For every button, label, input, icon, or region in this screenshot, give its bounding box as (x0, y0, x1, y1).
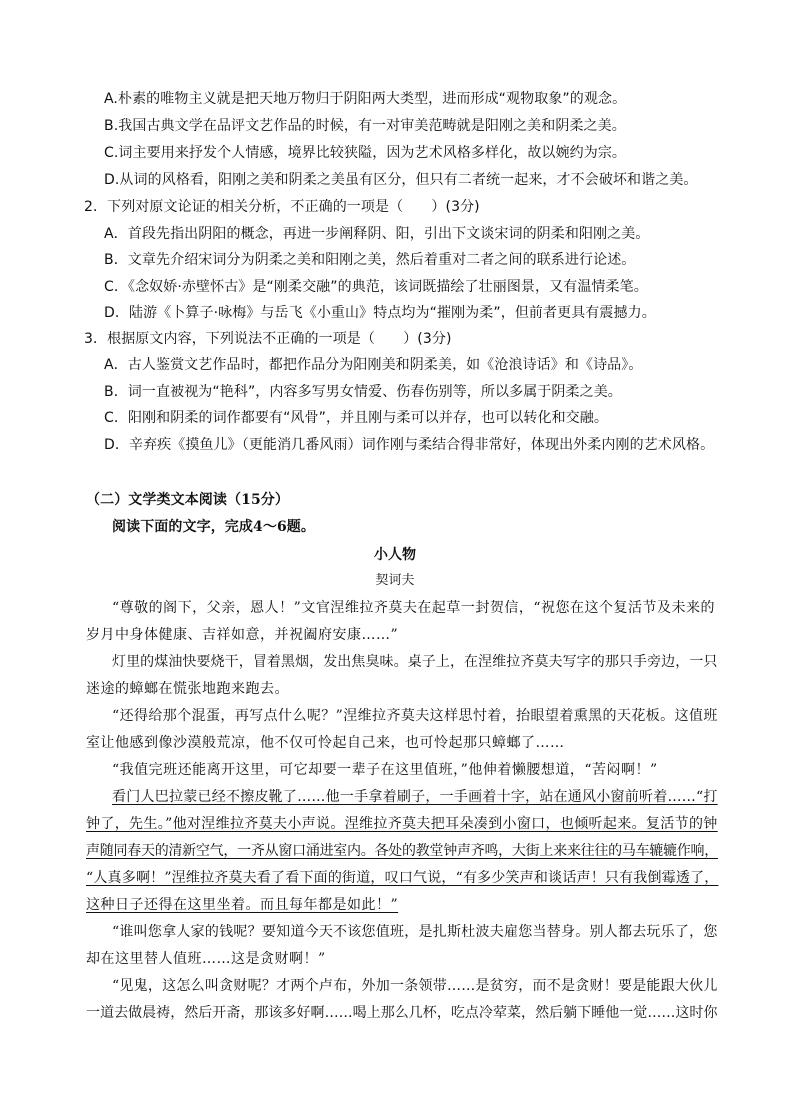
q2-option-b: B．文章先介绍宋词分为阴柔之美和阳刚之美，然后着重对二者之间的联系进行论述。 (104, 252, 636, 268)
story-line: “见鬼，这怎么叫贪财呢？才两个卢布，外加一条领带……是贫穷，而不是贪财！要是能跟大伙儿 (112, 978, 718, 994)
q2-option-c: C．《念奴娇·赤壁怀古》是“刚柔交融”的典范，该词既描绘了壮丽图景，又有温情柔笔。 (104, 279, 648, 295)
q3-option-a: A．古人鉴赏文艺作品时，都把作品分为阳刚美和阴柔美，如《沧浪诗话》和《诗品》。 (104, 357, 643, 373)
story-line: 迷途的蟑螂在慌张地跑来跑去。 (86, 681, 289, 697)
section-heading: （二）文学类文本阅读（15分） (86, 492, 289, 508)
story-title: 小人物 (373, 547, 417, 563)
q3-option-b: B．词一直被视为“艳科”，内容多写男女情爱、伤春伤别等，所以多属于阴柔之美。 (104, 384, 622, 400)
q2-option-d: D．陆游《卜算子·咏梅》与岳飞《小重山》特点均为“摧刚为柔”，但前者更具有震撼力。 (104, 305, 656, 321)
q2-option-a: A．首段先指出阴阳的概念，再进一步阐释阴、阳，引出下文谈宋词的阴柔和阳刚之美。 (104, 226, 650, 242)
story-line: 室让他感到像沙漠般荒凉，他不仅可怜起自己来，也可怜起那只蟑螂了…… (86, 735, 565, 751)
q3-option-c: C．阳刚和阴柔的词作都要有“风骨”，并且刚与柔可以并存，也可以转化和交融。 (104, 410, 608, 426)
story-line: 岁月中身体健康、吉祥如意，并祝阖府安康……” (86, 627, 399, 643)
story-line: 灯里的煤油快要烧干，冒着黑烟，发出焦臭味。桌子上，在涅维拉齐莫夫写字的那只手旁边，一只 (112, 654, 718, 670)
q3-stem: 3．根据原文内容，下列说法不正确的一项是（ ）(3分) (84, 331, 452, 347)
q3-option-d: D．辛弃疾《摸鱼儿》（更能消几番风雨）词作刚与柔结合得非常好，体现出外柔内刚的艺术风格。 (104, 437, 715, 453)
section-instruction: 阅读下面的文字，完成4～6题。 (112, 519, 315, 535)
story-line-underlined: 这种日子还得在这里坐着。而且每年都是如此！” (86, 897, 399, 913)
story-line-underlined: 声随同春天的清新空气，一齐从窗口涌进室内。各处的教堂钟声齐鸣，大街上来来往往的马车辘辘作响， (86, 843, 718, 859)
q1-option-c: C.词主要用来抒发个人情感，境界比较狭隘，因为艺术风格多样化，故以婉约为宗。 (104, 145, 627, 161)
story-line: 却在这里替人值班……这是贪财啊！” (86, 951, 326, 967)
q2-stem: 2．下列对原文论证的相关分析，不正确的一项是（ ）(3分) (84, 199, 480, 215)
story-line-underlined: 钟了，先生。”他对涅维拉齐莫夫小声说。涅维拉齐莫夫把耳朵凑到小窗口，也倾听起来。复活节的钟 (86, 816, 718, 832)
story-line-underlined: “人真多啊！”涅维拉齐莫夫看了看下面的街道，叹口气说，“有多少笑声和谈话声！只有我倒霉透了， (86, 870, 719, 886)
q1-option-d: D.从词的风格看，阳刚之美和阴柔之美虽有区分，但只有二者统一起来，才不会破坏和谐之美。 (104, 172, 698, 188)
story-line: “我值完班还能离开这里，可它却要一辈子在这里值班，”他伸着懒腰想道，“苦闷啊！” (112, 762, 658, 778)
story-author: 契诃夫 (375, 573, 415, 588)
story-line-underlined: 看门人巴拉蒙已经不擦皮靴了……他一手拿着刷子，一手画着十字，站在通风小窗前听着……“打 (112, 789, 718, 805)
story-line: “还得给那个混蛋，再写点什么呢？”涅维拉齐莫夫这样思忖着，抬眼望着熏黑的天花板。这值班 (112, 708, 718, 724)
q1-option-a: A.朴素的唯物主义就是把天地万物归于阴阳两大类型，进而形成“观物取象”的观念。 (104, 91, 627, 107)
story-line: 一道去做晨祷，然后开斋，那该多好啊……喝上那么几杯，吃点冷荤菜，然后躺下睡他一觉……这时你 (86, 1005, 718, 1021)
story-line: “尊敬的阁下，父亲，恩人！”文官涅维拉齐莫夫在起草一封贺信，“祝您在这个复活节及未来的 (112, 600, 715, 616)
story-line: “谁叫您拿人家的钱呢？要知道今天不该您值班，是扎斯杜波夫雇您当替身。别人都去玩乐了，您 (112, 924, 718, 940)
q1-option-b: B.我国古典文学在品评文艺作品的时候，有一对审美范畴就是阳刚之美和阴柔之美。 (104, 118, 626, 134)
